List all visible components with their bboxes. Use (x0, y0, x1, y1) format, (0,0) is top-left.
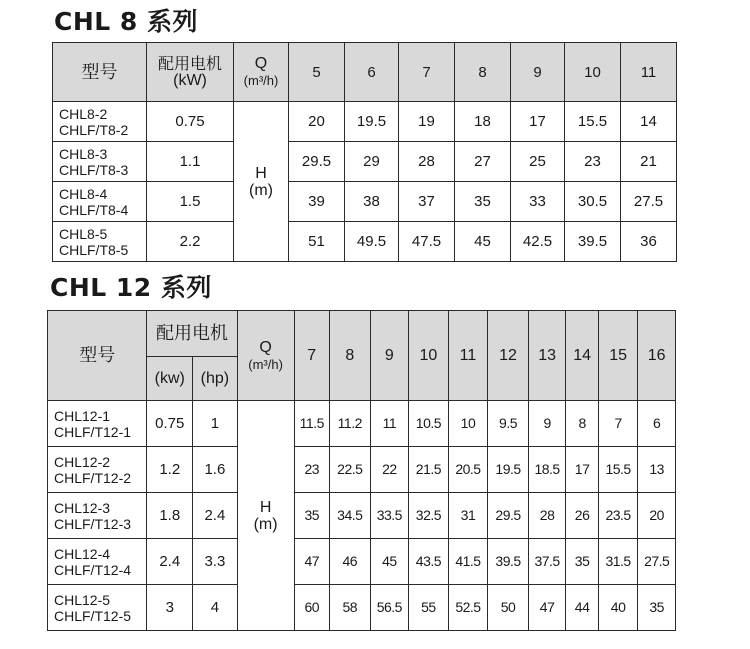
head-value: 9.5 (488, 401, 529, 447)
power-hp-cell: 3.3 (193, 539, 238, 585)
flow-value-header: 5 (289, 43, 345, 102)
head-value: 41.5 (448, 539, 488, 585)
flow-value-header: 11 (621, 43, 677, 102)
model-header: 型号 (48, 311, 147, 401)
head-symbol: H (259, 498, 272, 516)
head-value: 31.5 (598, 539, 638, 585)
head-value: 18 (455, 102, 511, 142)
head-value: 51 (289, 222, 345, 262)
head-value: 27.5 (621, 182, 677, 222)
head-value: 7 (598, 401, 638, 447)
power-hp-cell: 4 (193, 585, 238, 631)
flow-header-unit: (m³/h) (243, 73, 279, 88)
flow-header (237, 311, 294, 401)
chl8-performance-table (52, 42, 677, 262)
model-name: CHL12-3 (54, 499, 111, 516)
head-value: 33.5 (370, 493, 409, 539)
model-variant: CHLF/T8-2 (59, 121, 129, 138)
head-unit-cell (237, 401, 294, 631)
head-value: 37.5 (528, 539, 566, 585)
flow-value-header: 7 (294, 311, 330, 401)
motor-header-label: 配用电机 (157, 54, 222, 73)
model-name: CHL8-2 (59, 105, 108, 122)
power-kw-cell: 2.2 (147, 222, 234, 262)
head-value: 11.2 (330, 401, 371, 447)
model-cell (48, 447, 147, 493)
model-variant: CHLF/T12-2 (54, 469, 132, 486)
head-value: 28 (399, 142, 455, 182)
head-value: 38 (345, 182, 399, 222)
table-row (53, 102, 677, 142)
table-row (48, 447, 676, 493)
model-variant: CHLF/T12-4 (54, 561, 132, 578)
head-value: 10 (448, 401, 488, 447)
model-cell (48, 401, 147, 447)
head-value: 23 (565, 142, 621, 182)
flow-value-header: 11 (448, 311, 488, 401)
head-value: 40 (598, 585, 638, 631)
head-value: 30.5 (565, 182, 621, 222)
head-value: 35 (566, 539, 598, 585)
table-row (48, 493, 676, 539)
head-value: 33 (511, 182, 565, 222)
head-value: 45 (370, 539, 409, 585)
head-value: 28 (528, 493, 566, 539)
head-value: 6 (638, 401, 676, 447)
head-value: 42.5 (511, 222, 565, 262)
head-value: 11.5 (294, 401, 330, 447)
flow-value-header: 12 (488, 311, 529, 401)
head-value: 55 (409, 585, 449, 631)
head-value: 37 (399, 182, 455, 222)
flow-value-header: 8 (330, 311, 371, 401)
model-variant: CHLF/T8-4 (59, 201, 129, 218)
model-name: CHL12-5 (54, 591, 111, 608)
table-row (48, 585, 676, 631)
model-variant: CHLF/T12-3 (54, 515, 132, 532)
flow-value-header: 9 (370, 311, 409, 401)
model-cell (48, 493, 147, 539)
flow-header-symbol: Q (254, 55, 268, 72)
head-value: 47 (294, 539, 330, 585)
head-value: 39 (289, 182, 345, 222)
head-value: 35 (455, 182, 511, 222)
head-symbol: H (255, 164, 267, 182)
head-value: 17 (566, 447, 598, 493)
flow-value-header: 10 (565, 43, 621, 102)
flow-value-header: 7 (399, 43, 455, 102)
head-value: 36 (621, 222, 677, 262)
flow-value-header: 6 (345, 43, 399, 102)
table-row (48, 539, 676, 585)
head-value: 39.5 (565, 222, 621, 262)
head-value: 20 (638, 493, 676, 539)
head-value: 29 (345, 142, 399, 182)
head-unit-cell (234, 102, 289, 262)
power-kw-cell: 1.5 (147, 182, 234, 222)
model-name: CHL12-2 (54, 453, 111, 470)
model-cell (48, 585, 147, 631)
head-value: 47.5 (399, 222, 455, 262)
model-variant: CHLF/T8-3 (59, 161, 129, 178)
power-kw-cell: 3 (147, 585, 193, 631)
head-value: 22.5 (330, 447, 371, 493)
head-value: 14 (621, 102, 677, 142)
power-kw-header: (kw) (147, 357, 193, 401)
head-value: 25 (511, 142, 565, 182)
head-value: 60 (294, 585, 330, 631)
power-kw-cell: 1.1 (147, 142, 234, 182)
table-row (48, 401, 676, 447)
head-value: 20.5 (448, 447, 488, 493)
model-name: CHL8-5 (59, 225, 108, 242)
head-value: 23 (294, 447, 330, 493)
model-variant: CHLF/T12-1 (54, 423, 132, 440)
power-kw-cell: 0.75 (147, 401, 193, 447)
head-value: 43.5 (409, 539, 449, 585)
head-value: 29.5 (488, 493, 529, 539)
head-value: 35 (294, 493, 330, 539)
head-value: 44 (566, 585, 598, 631)
flow-header-unit: (m³/h) (248, 356, 283, 372)
flow-value-header: 10 (409, 311, 449, 401)
model-cell (53, 102, 147, 142)
power-hp-cell: 2.4 (193, 493, 238, 539)
model-name: CHL8-4 (59, 185, 108, 202)
head-value: 49.5 (345, 222, 399, 262)
model-variant: CHLF/T8-5 (59, 241, 129, 258)
head-value: 45 (455, 222, 511, 262)
head-value: 21.5 (409, 447, 449, 493)
head-value: 9 (528, 401, 566, 447)
head-value: 52.5 (448, 585, 488, 631)
flow-header-symbol: Q (259, 338, 272, 356)
chl8-series-title: CHL 8 系列 (54, 7, 199, 36)
head-value: 8 (566, 401, 598, 447)
head-value: 27.5 (638, 539, 676, 585)
chl12-series-title: CHL 12 系列 (50, 273, 212, 302)
flow-value-header: 16 (638, 311, 676, 401)
head-value: 19.5 (488, 447, 529, 493)
flow-header (234, 43, 289, 102)
head-value: 23.5 (598, 493, 638, 539)
power-kw-cell: 0.75 (147, 102, 234, 142)
head-value: 26 (566, 493, 598, 539)
model-cell (53, 222, 147, 262)
head-value: 19 (399, 102, 455, 142)
flow-value-header: 8 (455, 43, 511, 102)
head-value: 20 (289, 102, 345, 142)
flow-value-header: 15 (598, 311, 638, 401)
power-hp-header: (hp) (193, 357, 238, 401)
head-value: 46 (330, 539, 371, 585)
motor-header: 配用电机 (147, 311, 237, 357)
head-value: 17 (511, 102, 565, 142)
motor-header-unit: (kW) (173, 72, 207, 89)
head-value: 58 (330, 585, 371, 631)
table-row (53, 182, 677, 222)
head-value: 13 (638, 447, 676, 493)
model-cell (53, 182, 147, 222)
model-name: CHL12-4 (54, 545, 111, 562)
head-value: 32.5 (409, 493, 449, 539)
head-value: 29.5 (289, 142, 345, 182)
head-value: 22 (370, 447, 409, 493)
head-value: 21 (621, 142, 677, 182)
head-value: 18.5 (528, 447, 566, 493)
head-value: 47 (528, 585, 566, 631)
flow-value-header: 9 (511, 43, 565, 102)
power-hp-cell: 1.6 (193, 447, 238, 493)
flow-value-header: 13 (528, 311, 566, 401)
head-value: 39.5 (488, 539, 529, 585)
head-value: 27 (455, 142, 511, 182)
model-variant: CHLF/T12-5 (54, 607, 132, 624)
power-kw-cell: 2.4 (147, 539, 193, 585)
head-value: 35 (638, 585, 676, 631)
table-row (53, 222, 677, 262)
model-cell (48, 539, 147, 585)
table-row (53, 142, 677, 182)
power-kw-cell: 1.2 (147, 447, 193, 493)
model-name: CHL8-3 (59, 145, 108, 162)
head-value: 19.5 (345, 102, 399, 142)
head-unit: (m) (253, 515, 278, 533)
model-cell (53, 142, 147, 182)
head-value: 31 (448, 493, 488, 539)
motor-header (147, 43, 234, 102)
head-value: 15.5 (598, 447, 638, 493)
power-kw-cell: 1.8 (147, 493, 193, 539)
head-unit: (m) (249, 181, 273, 199)
chl12-performance-table (47, 310, 676, 631)
head-value: 10.5 (409, 401, 449, 447)
model-name: CHL12-1 (54, 407, 111, 424)
head-value: 50 (488, 585, 529, 631)
head-value: 34.5 (330, 493, 371, 539)
head-value: 56.5 (370, 585, 409, 631)
power-hp-cell: 1 (193, 401, 238, 447)
flow-value-header: 14 (566, 311, 598, 401)
head-value: 15.5 (565, 102, 621, 142)
model-header: 型号 (53, 43, 147, 102)
head-value: 11 (370, 401, 409, 447)
